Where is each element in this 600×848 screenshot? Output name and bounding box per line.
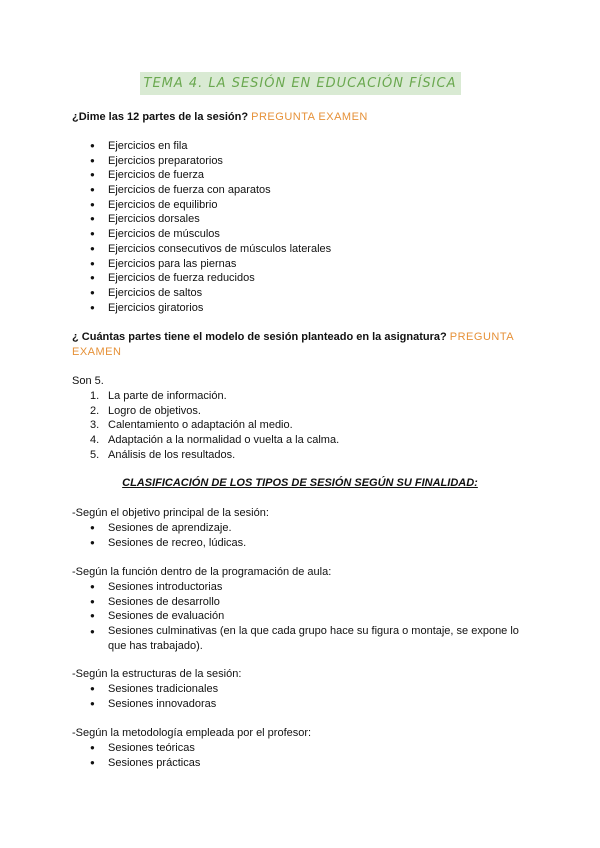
session-parts-list xyxy=(90,139,331,315)
list-item: ● Sesiones teóricas xyxy=(90,741,200,756)
group-list xyxy=(90,580,530,654)
list-item: ● Ejercicios giratorios xyxy=(90,301,331,316)
list-item: ● Ejercicios consecutivos de músculos laterales xyxy=(90,242,331,257)
question-2-text: ¿ Cuántas partes tiene el modelo de sesión planteado en la asignatura? xyxy=(72,331,447,343)
page-title: TEMA 4. LA SESIÓN EN EDUCACIÓN FÍSICA xyxy=(140,72,461,95)
list-item: ● Sesiones de aprendizaje. xyxy=(90,521,246,536)
question-1 xyxy=(72,110,532,125)
list-item: ● Sesiones introductorias xyxy=(90,580,530,595)
title-container xyxy=(0,72,600,95)
list-item: ● Sesiones de evaluación xyxy=(90,609,530,624)
group-label: -Según la estructuras de la sesión: xyxy=(72,668,242,680)
list-item: ● Ejercicios preparatorios xyxy=(90,154,331,169)
list-item: 3. Calentamiento o adaptación al medio. xyxy=(90,419,293,432)
list-item: ● Ejercicios para las piernas xyxy=(90,257,331,272)
list-item: 5. Análisis de los resultados. xyxy=(90,448,236,461)
list-item: ● Ejercicios en fila xyxy=(90,139,331,154)
list-item: 2. Logro de objetivos. xyxy=(90,404,201,417)
list-item: ● Ejercicios de fuerza reducidos xyxy=(90,271,331,286)
list-item: ● Sesiones de recreo, lúdicas. xyxy=(90,536,246,551)
list-item: ● Sesiones de desarrollo xyxy=(90,595,530,610)
list-item: 4. Adaptación a la normalidad o vuelta a la calma. xyxy=(90,434,340,447)
list-item: ● Ejercicios de músculos xyxy=(90,227,331,242)
group-label: -Según la metodología empleada por el profesor: xyxy=(72,727,312,739)
classification-heading: CLASIFICACIÓN DE LOS TIPOS DE SESIÓN SEGÚN SU FINALIDAD: xyxy=(122,477,478,489)
list-item: ● Sesiones tradicionales xyxy=(90,682,218,697)
group-list xyxy=(90,521,246,550)
list-item: ● Ejercicios dorsales xyxy=(90,212,331,227)
list-item: ● Sesiones culminativas (en la que cada grupo hace su figura o montaje, se expone lo que has trabajado). xyxy=(90,624,530,654)
list-item: ● Sesiones prácticas xyxy=(90,756,200,771)
answer-text: Son 5. xyxy=(72,375,104,387)
list-item: ● Ejercicios de saltos xyxy=(90,286,331,301)
list-item: 1. La parte de información. xyxy=(90,390,227,402)
list-item: ● Ejercicios de fuerza xyxy=(90,168,331,183)
group-label: -Según la función dentro de la programación de aula: xyxy=(72,566,332,578)
list-item: ● Ejercicios de fuerza con aparatos xyxy=(90,183,331,198)
list-item: ● Sesiones innovadoras xyxy=(90,697,218,712)
question-2 xyxy=(72,330,527,360)
group-list xyxy=(90,741,200,770)
question-1-text: ¿Dime las 12 partes de la sesión? xyxy=(72,111,249,123)
group-list xyxy=(90,682,218,711)
exam-tag-1: PREGUNTA EXAMEN xyxy=(251,111,368,123)
group-label: -Según el objetivo principal de la sesión: xyxy=(72,507,269,519)
list-item: ● Ejercicios de equilibrio xyxy=(90,198,331,213)
exam-tag-2: PREGUNTA EXAMEN xyxy=(72,331,514,358)
model-parts-list xyxy=(90,389,339,462)
